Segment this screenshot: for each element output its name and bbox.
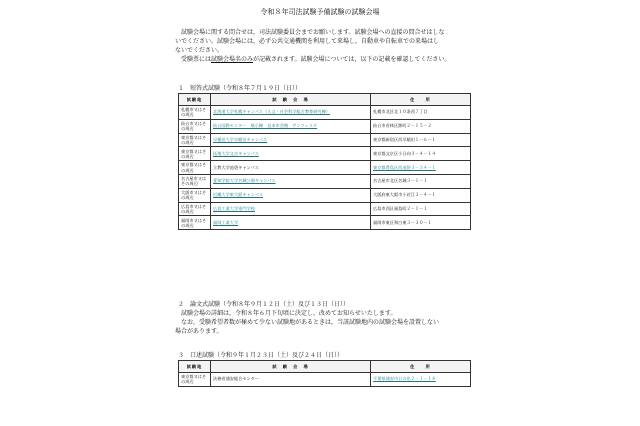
section2-heading: ２ 論文式試験（令和８年９月１２日（土）及び１３日（日）） (178, 301, 350, 308)
intro-line-1: 試験会場に関する問合せは，司法試験委員会までお願いします。試験会場への直接の問合せはしな (181, 29, 445, 36)
header-address: 住 所 (371, 94, 471, 106)
region-cell: 福岡市又はその周辺 (179, 216, 211, 230)
section1-heading: １ 短答式試験（令和８年７月１９日（日）） (178, 85, 302, 92)
essay-line-3: 場合があります。 (175, 328, 223, 335)
table-row (179, 174, 471, 188)
essay-line-2: なお，受験希望者数が極めて少ない試験地があるときは，当該試験地内の試験会場を設置しない (181, 319, 440, 326)
intro-line-4-post: が記載されます。試験会場については，以下の記載を確認してください。 (253, 56, 451, 63)
region-cell: 名古屋市又はその周辺 (179, 174, 211, 188)
table-row (179, 161, 471, 175)
address-cell: 広島市西区福島町２－１－１ (371, 202, 471, 216)
address-cell: 東京都文京区小日向３－４－１４ (371, 147, 471, 161)
venue-link[interactable]: 拓殖大学文京キャンパス (211, 147, 371, 161)
essay-line-1: 試験会場の詳細は，令和８年６月下旬頃に決定し，改めてお知らせいたします。 (181, 310, 397, 317)
region-cell: 広島市又はその周辺 (179, 202, 211, 216)
region-cell: 東京都又はその周辺 (179, 161, 211, 175)
venue-cell: 立教大学池袋キャンパス (211, 161, 371, 175)
table-row (179, 216, 471, 230)
region-cell: 大阪市又はその周辺 (179, 188, 211, 202)
header-venue: 試 験 会 場 (211, 94, 371, 106)
table-row (179, 119, 471, 133)
address-cell: 札幌市北区北１０条西７丁目 (371, 106, 471, 120)
table-row (179, 133, 471, 147)
table-header-row (179, 361, 471, 373)
venue-link[interactable]: 愛知学院大学名城公園キャンパス (211, 174, 371, 188)
header-region: 試験地 (179, 94, 211, 106)
page-title: 令和８年司法試験予備試験の試験会場 (260, 8, 380, 16)
region-cell: 東京都又はその周辺 (179, 373, 211, 387)
venue-link[interactable]: 広島工業大学専門学校 (211, 202, 371, 216)
table-row (179, 202, 471, 216)
intro-line-4-pre: 受験票には (181, 56, 212, 63)
intro-line-4 (175, 55, 475, 64)
address-cell: 東京都新宿区西早稲田１－６－１ (371, 133, 471, 147)
table-header-row (179, 94, 471, 106)
address-cell: 仙台市若林区卸町２－１５－２ (371, 119, 471, 133)
venue-link[interactable]: 早稲田大学早稲田キャンパス (211, 133, 371, 147)
section3-heading: ３ 口述試験（令和９年１月２３日（土）及び２４日（日）） (178, 352, 344, 359)
intro-paragraph (175, 28, 475, 64)
venue-name-only-note: 試験会場名のみ (211, 56, 254, 63)
table-row (179, 373, 471, 387)
venue-link[interactable]: 近畿大学東大阪キャンパス (211, 188, 371, 202)
header-region: 試験地 (179, 361, 211, 373)
oral-exam-venue-table (178, 360, 471, 387)
address-link[interactable]: 東京都豊島区西池袋３－３４－１ (371, 161, 471, 175)
address-link[interactable]: 千葉県浦安市日の出２－１－１８ (371, 373, 471, 387)
venue-cell: 法務省浦安総合センター (211, 373, 371, 387)
header-address: 住 所 (371, 361, 471, 373)
region-cell: 東京都又はその周辺 (179, 147, 211, 161)
region-cell: 東京都又はその周辺 (179, 133, 211, 147)
header-venue: 試 験 会 場 (211, 361, 371, 373)
venue-link[interactable]: 福岡工業大学 (211, 216, 371, 230)
venue-link[interactable]: 北海道大学札幌キャンパス（人文・社会科学総合教育研究棟） (211, 106, 371, 120)
table-row (179, 147, 471, 161)
table-row (179, 106, 471, 120)
address-cell: 福岡市東区和白東３－３０－１ (371, 216, 471, 230)
intro-line-2: いでください。試験会場には，必ず公共交通機関を利用して来場し，自動車や自転車での来場はし (175, 38, 440, 45)
table-row (179, 188, 471, 202)
address-cell: 大阪府東大阪市小若江３－４－１ (371, 188, 471, 202)
region-cell: 仙台市又はその周辺 (179, 119, 211, 133)
address-cell: 名古屋市北区名城３－１－１ (371, 174, 471, 188)
region-cell: 札幌市又はその周辺 (179, 106, 211, 120)
venue-link[interactable]: 仙台国際センター 展示棟 見本市会館 サンフェスタ (211, 119, 371, 133)
intro-line-3: ないでください。 (175, 47, 224, 54)
essay-exam-paragraph (175, 309, 475, 336)
short-answer-venue-table (178, 93, 471, 230)
